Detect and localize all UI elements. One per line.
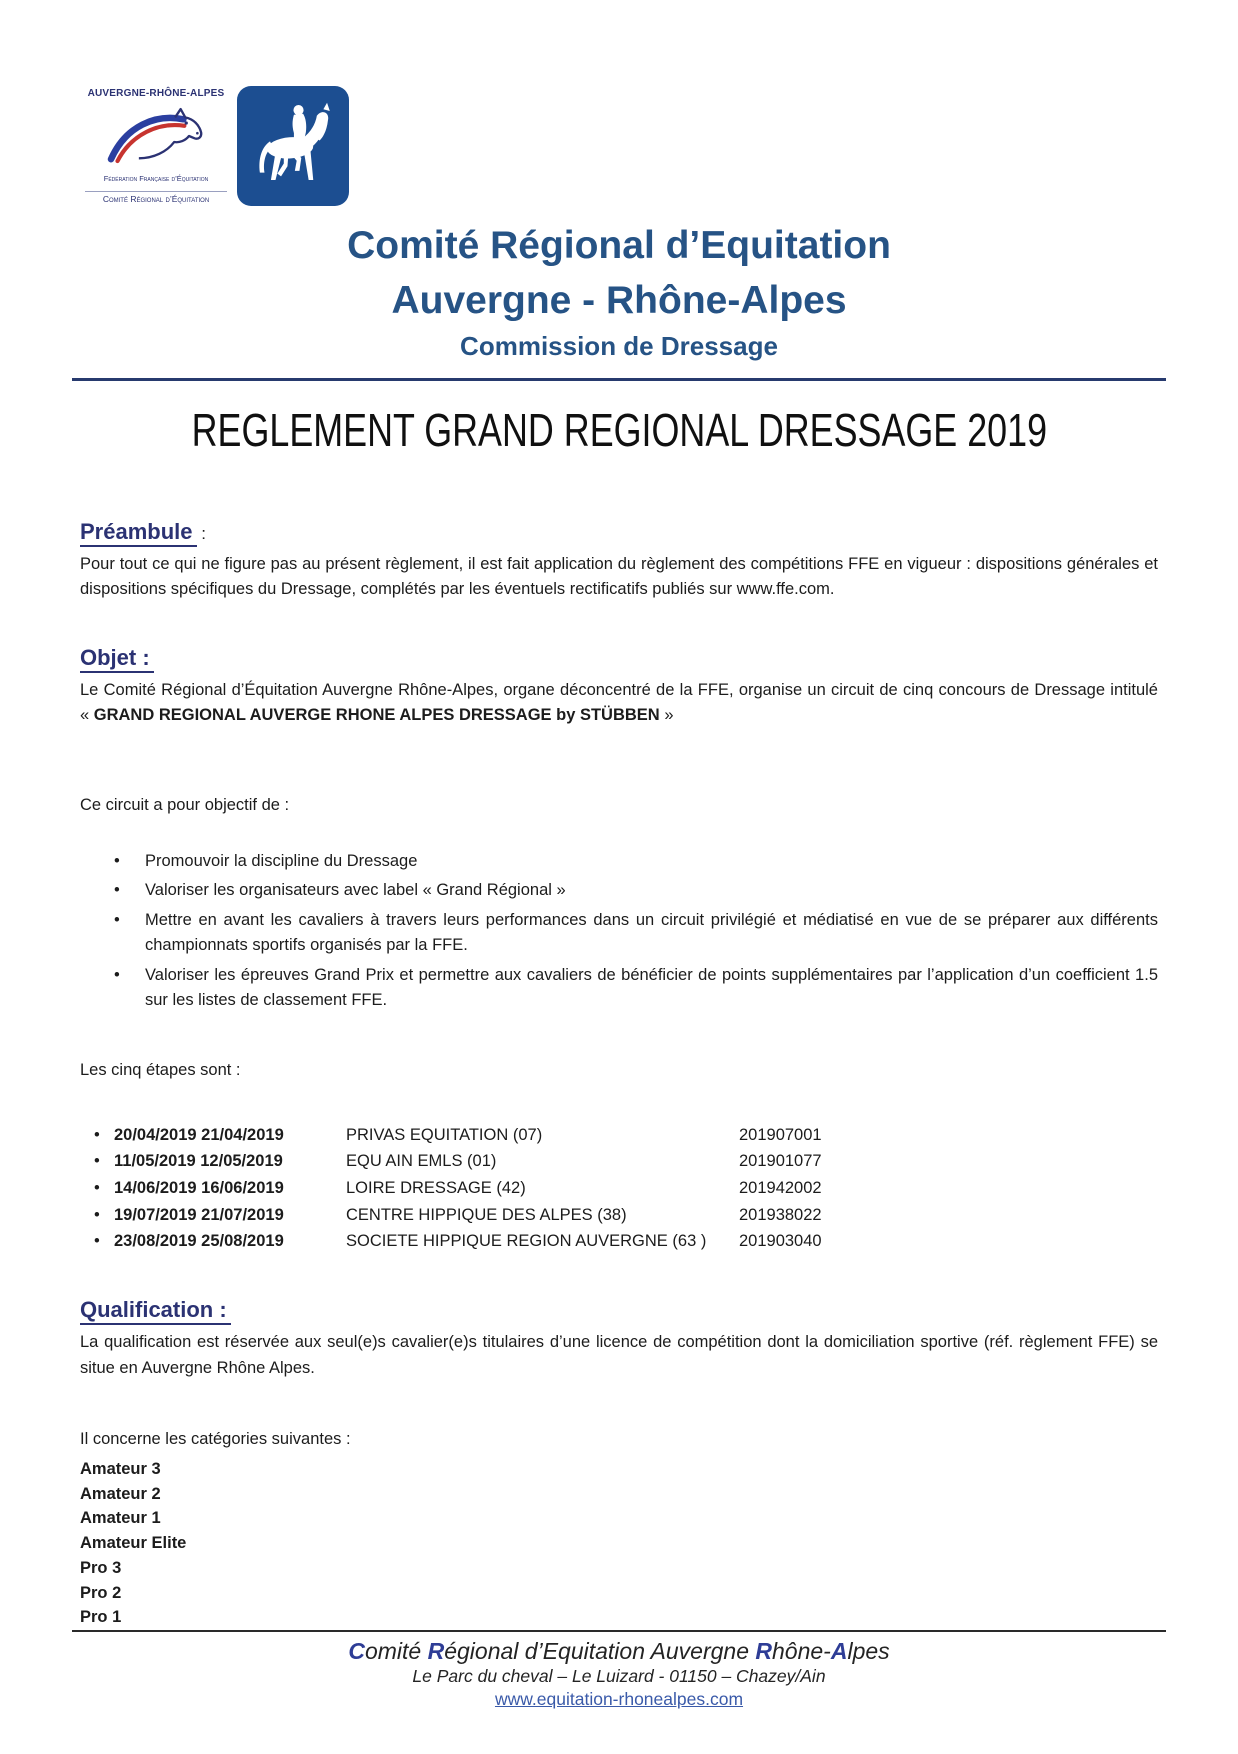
footer-org-line: Comité Régional d’Equitation Auvergne Rhône-Alpes (348, 1638, 890, 1665)
objective-item: • Valoriser les épreuves Grand Prix et permettre aux cavaliers de bénéficier de points supplémentaires par l’application d’un coefficient 1.5 sur les listes de classement FFE. (80, 963, 1158, 1014)
etape-number: 201907001 (739, 1125, 822, 1144)
etape-venue: LOIRE DRESSAGE (42) (346, 1178, 526, 1197)
section-heading-objet: Objet : (80, 645, 1158, 671)
dressage-horse-rider-icon (247, 96, 339, 196)
etape-venue: CENTRE HIPPIQUE DES ALPES (38) (346, 1205, 627, 1224)
etapes-intro: Les cinq étapes sont : (80, 1060, 241, 1079)
category-item: Pro 3 (80, 1558, 122, 1577)
objet-paragraph: Le Comité Régional d’Équitation Auvergne Rhône-Alpes, organe déconcentré de la FFE, organise un circuit de cinq concours de Dressage intitulé « GRAND REGIONAL AUVERGE RHONE ALPES DRESSAGE by STÜBBEN » (80, 680, 1158, 725)
etape-row (80, 1122, 1158, 1149)
page-footer (0, 1630, 1238, 1754)
website-link[interactable]: www.equitation-rhonealpes.com (494, 1689, 744, 1710)
dressage-logo (237, 86, 349, 206)
objective-intro: Ce circuit a pour objectif de : (80, 796, 290, 814)
objective-item: • Promouvoir la discipline du Dressage (80, 849, 1158, 875)
etape-dates: • 19/07/2019 21/07/2019 (114, 1205, 284, 1224)
horse-head-sketch-icon (85, 107, 215, 165)
objectives-list (80, 849, 1158, 1014)
header-divider (72, 378, 1166, 381)
footer-address: Le Parc du cheval – Le Luizard - 01150 – Chazey/Ain (412, 1666, 826, 1687)
footer-site-line (0, 1689, 1238, 1710)
logo-federation-label: Fédération Française d’Équitation (103, 173, 209, 183)
preambule-heading-colon: : (196, 523, 206, 543)
etape-dates: • 23/08/2019 25/08/2019 (114, 1232, 284, 1251)
circuit-name: GRAND REGIONAL AUVERGE RHONE ALPES DRESSAGE by STÜBBEN (93, 706, 660, 725)
category-item: Amateur 3 (80, 1459, 161, 1478)
section-heading-qualification: Qualification : (80, 1297, 1158, 1323)
header-logos (85, 86, 1238, 206)
etape-venue: SOCIETE HIPPIQUE REGION AUVERGNE (63 ) (346, 1232, 707, 1251)
objective-item: • Valoriser les organisateurs avec label « Grand Régional » (80, 878, 1158, 904)
category-item: Pro 2 (80, 1583, 122, 1602)
qualification-paragraph: La qualification est réservée aux seul(e)s cavalier(e)s titulaires d’une licence de compétition dont la domiciliation sportive (réf. règlement FFE) se situe en Auvergne Rhône Alpes. (80, 1333, 1158, 1377)
preambule-paragraph: Pour tout ce qui ne figure pas au présent règlement, il est fait application du règlement des compétitions FFE en vigueur : dispositions générales et dispositions spécifiques du Dressage, complétés par les éventuels rectificatifs publiés sur www.ffe.com. (80, 554, 1158, 599)
etape-number: 201903040 (739, 1232, 822, 1251)
org-title-line2: Auvergne - Rhône-Alpes (391, 279, 847, 323)
objective-item: • Mettre en avant les cavaliers à travers leurs performances dans un circuit privilégié et médiatisé en vue de se préparer aux différents championnats sportifs organisés par la FFE. (80, 908, 1158, 959)
categories-list (80, 1457, 1158, 1630)
etape-number: 201901077 (739, 1152, 822, 1171)
commission-subtitle: Commission de Dressage (460, 330, 778, 361)
etape-row (80, 1202, 1158, 1229)
preambule-heading-text: Préambule (80, 519, 197, 547)
etape-dates: • 14/06/2019 16/06/2019 (114, 1178, 284, 1197)
category-item: Amateur Elite (80, 1534, 187, 1553)
document-title: REGLEMENT GRAND REGIONAL DRESSAGE 2019 (191, 403, 1047, 456)
categories-intro: Il concerne les catégories suivantes : (80, 1430, 351, 1449)
etape-row (80, 1228, 1158, 1255)
footer-divider (72, 1630, 1166, 1632)
org-title-line1: Comité Régional d’Equitation (347, 224, 891, 267)
etape-dates: • 11/05/2019 12/05/2019 (114, 1152, 283, 1171)
etape-number: 201942002 (739, 1178, 822, 1197)
category-item: Pro 1 (80, 1608, 122, 1627)
etape-number: 201938022 (739, 1205, 822, 1224)
etape-row (80, 1175, 1158, 1202)
category-item: Amateur 2 (80, 1484, 161, 1503)
cre-federation-logo (85, 86, 227, 206)
document-header (0, 218, 1238, 362)
etape-venue: EQU AIN EMLS (01) (346, 1152, 497, 1171)
logo-region-label: AUVERGNE-RHÔNE-ALPES (87, 88, 225, 99)
category-item: Amateur 1 (80, 1509, 161, 1528)
logo-comite-label: Comité Régional d’Équitation (85, 191, 227, 204)
etape-row (80, 1148, 1158, 1175)
etapes-list (80, 1122, 1158, 1256)
etape-dates: • 20/04/2019 21/04/2019 (114, 1125, 284, 1144)
section-heading-preambule (80, 519, 1158, 545)
etape-venue: PRIVAS EQUITATION (07) (346, 1125, 543, 1144)
